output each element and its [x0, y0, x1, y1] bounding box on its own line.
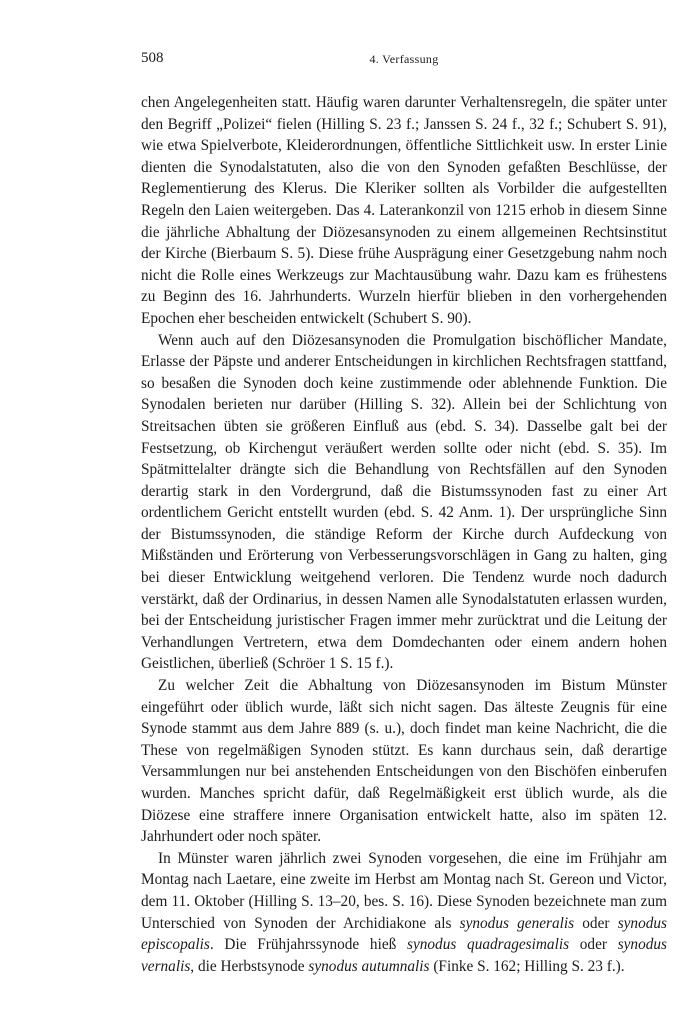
- text-run: , die Herbstsynode: [190, 957, 309, 975]
- text-run: Wenn auch auf den Diözesansynoden die Promulgation bischöflicher Mandate, Erlasse der Päpste und anderer Entscheidungen in kirchlichen Rechtsfragen stattfand, so besaßen die Synoden doch keine zustimmende oder ablehnende Funktion. Die Synodalen berieten nur darüber (Hilling S. 32). Allein bei der Schlichtung von Streitsachen übten sie größeren Einfluß aus (ebd. S. 34). Dasselbe galt bei der Festsetzung, ob Kirchengut veräußert werden sollte oder nicht (ebd. S. 35). Im Spätmittelalter drängte sich die Behandlung von Rechtsfällen auf den Synoden derartig stark in den Vordergrund, daß die Bistumssynoden fast zu einer Art ordentlichem Gericht entstellt wurden (ebd. S. 42 Anm. 1). Der ursprüngliche Sinn der Bistumssynoden, die ständige Reform der Kirche durch Aufdeckung von Mißständen und Erörterung von Verbesserungsvorschlägen in Gang zu halten, ging bei dieser Entwicklung weitgehend verloren. Die Tendenz wurde noch dadurch verstärkt, daß der Ordinarius, in dessen Namen alle Synodalstatuten erlassen wurden, bei der Entscheidung juristischer Fragen immer mehr zurücktrat und die Leitung der Verhandlungen Vertretern, etwa dem Domdechanten oder einem andern hohen Geistlichen, überließ (Schröer 1 S. 15 f.).: [141, 331, 667, 673]
- text-run: Zu welcher Zeit die Abhaltung von Diözesansynoden im Bistum Münster eingeführt oder üblich wurde, läßt sich nicht sagen. Das älteste Zeugnis für eine Synode stammt aus dem Jahre 889 (s. u.), doch findet man keine Nachricht, die die These von regelmäßigen Synoden stützt. Es kann durchaus sein, daß derartige Versammlungen nur bei anstehenden Entscheidungen von den Bischöfen einberufen wurden. Manches spricht dafür, daß Regelmäßigkeit erst üblich wurde, als die Diözese eine straffere innere Organisation entwickelt hatte, also im späten 12. Jahrhundert oder noch später.: [141, 677, 667, 846]
- italic-text: synodus episcopalis: [141, 914, 667, 954]
- text-run: oder: [569, 936, 618, 954]
- italic-text: synodus autumnalis: [308, 957, 430, 975]
- paragraph: [141, 330, 667, 676]
- paragraph: [141, 675, 667, 848]
- italic-text: synodus generalis: [459, 914, 575, 932]
- text-run: . Die Frühjahrssynode hieß: [209, 936, 408, 954]
- section-title: 4. Verfassung: [369, 52, 439, 66]
- text-run: In Münster waren jährlich zwei Synoden vorgesehen, die eine im Frühjahr am Montag nach Laetare, eine zweite im Herbst am Montag nach St. Gereon und Victor, dem 11. Oktober (Hilling S. 13–20, bes. S. 16). Diese Synoden bezeichnete man zum Unterschied von Synoden der Archidiakone als: [141, 849, 667, 932]
- running-head: [141, 50, 667, 72]
- italic-text: synodus vernalis: [141, 936, 667, 975]
- text-run: oder: [574, 914, 618, 932]
- paragraph: [141, 92, 667, 330]
- text-run: (Finke S. 162; Hilling S. 23 f.).: [429, 957, 625, 975]
- document-page: [141, 50, 667, 977]
- page-number: 508: [141, 50, 164, 66]
- body-text: [141, 92, 667, 977]
- text-run: chen Angelegenheiten statt. Häufig waren darunter Verhaltensregeln, die später unter den Begriff „Polizei“ fielen (Hilling S. 23 f.; Janssen S. 24 f., 32 f.; Schubert S. 91), wie etwa Spielverbote, Kleiderordnungen, öffentliche Sittlichkeit usw. In erster Linie dienten die Synodalstatuten, also die von den Synoden gefaßten Beschlüsse, der Reglementierung des Klerus. Die Kleriker sollten als Vorbilder die aufgestellten Regeln den Laien weitergeben. Das 4. Laterankonzil von 1215 erhob in diesem Sinne die jährliche Abhaltung der Diözesansynoden zu einem allgemeinen Rechtsinstitut der Kirche (Bierbaum S. 5). Diese frühe Ausprägung einer Gesetzgebung nahm noch nicht die Rolle eines Werkzeugs zur Machtausübung wahr. Dazu kam es frühestens zu Beginn des 16. Jahrhunderts. Wurzeln hierfür blieben in den vorhergehenden Epochen eher bescheiden entwickelt (Schubert S. 90).: [141, 94, 667, 327]
- paragraph: [141, 848, 667, 978]
- italic-text: synodus quadragesimalis: [407, 936, 570, 954]
